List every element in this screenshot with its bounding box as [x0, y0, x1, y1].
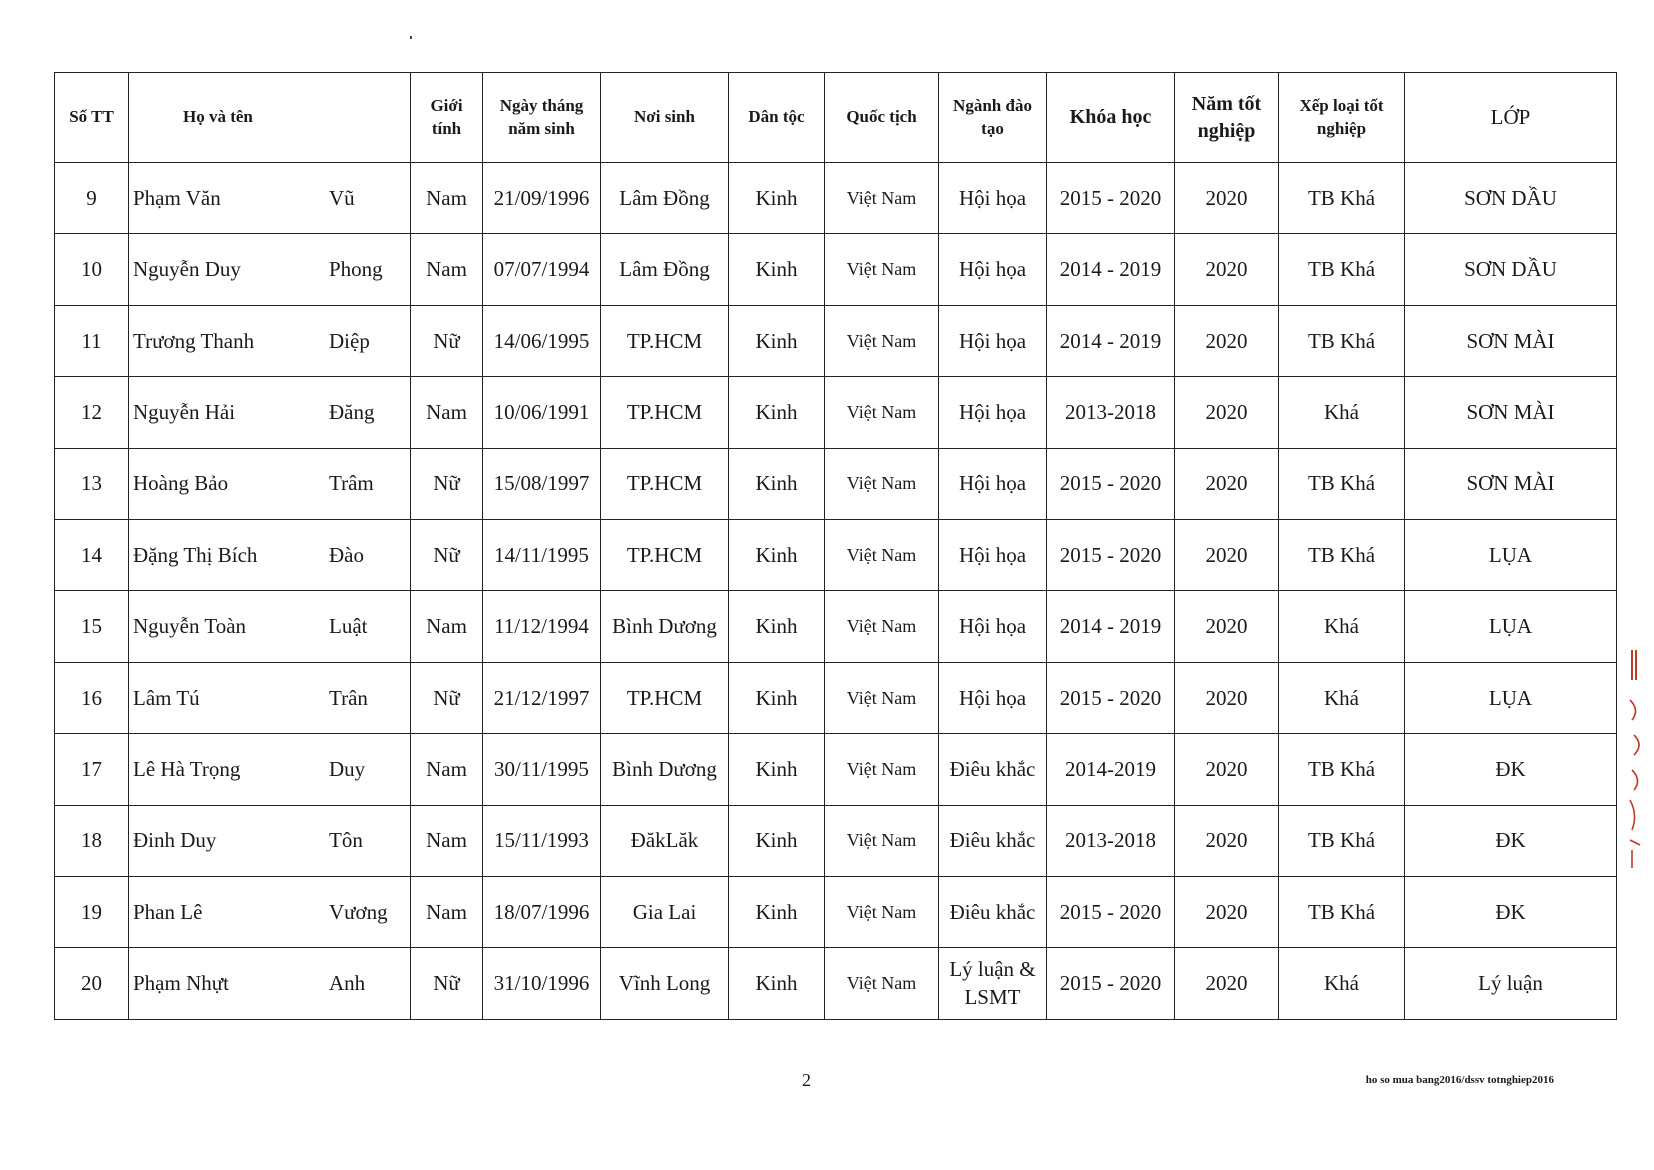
cell-course: 2014 - 2019: [1047, 305, 1175, 376]
cell-family-name: Đinh Duy: [133, 828, 217, 853]
cell-major: Hội họa: [939, 520, 1047, 591]
header-ethnicity: Dân tộc: [729, 73, 825, 163]
cell-nationality: Việt Nam: [825, 734, 939, 805]
cell-ethnicity: Kinh: [729, 163, 825, 234]
cell-ethnicity: Kinh: [729, 805, 825, 876]
cell-class: LỤA: [1405, 662, 1617, 733]
cell-given-name: Tôn: [329, 828, 363, 853]
cell-family-name: Nguyễn Duy: [133, 257, 241, 282]
cell-name: [129, 662, 411, 733]
cell-stt: 9: [55, 163, 129, 234]
table-row: [55, 520, 1617, 591]
cell-class: SƠN DẦU: [1405, 234, 1617, 305]
cell-class: SƠN DẦU: [1405, 163, 1617, 234]
cell-birthplace: ĐăkLăk: [601, 805, 729, 876]
cell-grad-year: 2020: [1175, 377, 1279, 448]
header-gender: Giới tính: [411, 73, 483, 163]
cell-class: ĐK: [1405, 734, 1617, 805]
cell-given-name: Duy: [329, 756, 366, 781]
cell-grad-year: 2020: [1175, 662, 1279, 733]
cell-stt: 12: [55, 377, 129, 448]
cell-given-name: Vương: [329, 899, 388, 924]
table-row: [55, 591, 1617, 662]
cell-given-name: Trân: [329, 685, 368, 710]
cell-gender: Nữ: [411, 662, 483, 733]
cell-dob: 31/10/1996: [483, 948, 601, 1020]
cell-birthplace: Bình Dương: [601, 591, 729, 662]
cell-birthplace: TP.HCM: [601, 662, 729, 733]
cell-ethnicity: Kinh: [729, 448, 825, 519]
cell-given-name: Phong: [329, 257, 383, 282]
cell-family-name: Nguyễn Toàn: [133, 614, 247, 639]
cell-gender: Nam: [411, 234, 483, 305]
header-birthplace: Nơi sinh: [601, 73, 729, 163]
cell-major: Điêu khắc: [939, 805, 1047, 876]
cell-birthplace: Vĩnh Long: [601, 948, 729, 1020]
cell-ethnicity: Kinh: [729, 662, 825, 733]
cell-gender: Nam: [411, 591, 483, 662]
cell-birthplace: TP.HCM: [601, 448, 729, 519]
header-class: LỚP: [1405, 73, 1617, 163]
cell-class: SƠN MÀI: [1405, 448, 1617, 519]
header-stt: Số TT: [55, 73, 129, 163]
cell-given-name: Vũ: [329, 185, 355, 210]
cell-course: 2015 - 2020: [1047, 163, 1175, 234]
cell-class: SƠN MÀI: [1405, 305, 1617, 376]
cell-gender: Nam: [411, 805, 483, 876]
cell-family-name: Nguyễn Hải: [133, 399, 236, 424]
cell-dob: 18/07/1996: [483, 877, 601, 948]
cell-stt: 15: [55, 591, 129, 662]
cell-birthplace: Lâm Đồng: [601, 163, 729, 234]
cell-ethnicity: Kinh: [729, 377, 825, 448]
cell-stt: 19: [55, 877, 129, 948]
cell-grad-year: 2020: [1175, 734, 1279, 805]
cell-dob: 15/11/1993: [483, 805, 601, 876]
cell-ethnicity: Kinh: [729, 234, 825, 305]
cell-family-name: Lê Hà Trọng: [133, 756, 241, 781]
table-row: [55, 305, 1617, 376]
cell-ethnicity: Kinh: [729, 520, 825, 591]
cell-birthplace: TP.HCM: [601, 305, 729, 376]
cell-stt: 18: [55, 805, 129, 876]
cell-grade: TB Khá: [1279, 805, 1405, 876]
table-row: [55, 662, 1617, 733]
header-row: [55, 73, 1617, 163]
cell-course: 2014 - 2019: [1047, 591, 1175, 662]
cell-course: 2015 - 2020: [1047, 877, 1175, 948]
cell-major: Điêu khắc: [939, 734, 1047, 805]
cell-grade: TB Khá: [1279, 163, 1405, 234]
cell-name: [129, 520, 411, 591]
cell-dob: 14/11/1995: [483, 520, 601, 591]
scan-speck: [410, 36, 412, 39]
cell-grade: TB Khá: [1279, 305, 1405, 376]
cell-major: Hội họa: [939, 448, 1047, 519]
cell-gender: Nữ: [411, 948, 483, 1020]
cell-stt: 14: [55, 520, 129, 591]
cell-given-name: Trâm: [329, 471, 374, 496]
cell-birthplace: Gia Lai: [601, 877, 729, 948]
cell-name: [129, 163, 411, 234]
cell-course: 2015 - 2020: [1047, 948, 1175, 1020]
cell-name: [129, 305, 411, 376]
cell-family-name: Hoàng Bảo: [133, 471, 229, 496]
cell-major: Hội họa: [939, 377, 1047, 448]
cell-grad-year: 2020: [1175, 591, 1279, 662]
student-roster-table: [54, 72, 1617, 1020]
cell-family-name: Phạm Văn: [133, 185, 221, 210]
header-course: Khóa học: [1047, 73, 1175, 163]
cell-name: [129, 948, 411, 1020]
cell-stt: 13: [55, 448, 129, 519]
cell-class: ĐK: [1405, 805, 1617, 876]
cell-name: [129, 448, 411, 519]
cell-course: 2013-2018: [1047, 377, 1175, 448]
cell-nationality: Việt Nam: [825, 163, 939, 234]
cell-name: [129, 877, 411, 948]
cell-class: Lý luận: [1405, 948, 1617, 1020]
cell-course: 2015 - 2020: [1047, 520, 1175, 591]
cell-stt: 10: [55, 234, 129, 305]
cell-stt: 11: [55, 305, 129, 376]
cell-dob: 21/09/1996: [483, 163, 601, 234]
cell-class: ĐK: [1405, 877, 1617, 948]
cell-family-name: Lâm Tú: [133, 685, 200, 710]
cell-nationality: Việt Nam: [825, 662, 939, 733]
cell-dob: 21/12/1997: [483, 662, 601, 733]
cell-given-name: Anh: [329, 971, 366, 996]
cell-given-name: Luật: [329, 614, 368, 639]
cell-major: Hội họa: [939, 662, 1047, 733]
page-number: 2: [802, 1070, 811, 1090]
cell-class: SƠN MÀI: [1405, 377, 1617, 448]
cell-nationality: Việt Nam: [825, 805, 939, 876]
table-row: [55, 163, 1617, 234]
cell-name: [129, 591, 411, 662]
cell-gender: Nam: [411, 877, 483, 948]
cell-course: 2015 - 2020: [1047, 448, 1175, 519]
cell-ethnicity: Kinh: [729, 877, 825, 948]
cell-grade: TB Khá: [1279, 877, 1405, 948]
cell-dob: 15/08/1997: [483, 448, 601, 519]
cell-given-name: Đào: [329, 542, 364, 567]
header-name: Họ và tên: [129, 73, 411, 163]
cell-nationality: Việt Nam: [825, 234, 939, 305]
cell-course: 2014-2019: [1047, 734, 1175, 805]
cell-family-name: Phạm Nhựt: [133, 971, 229, 996]
cell-nationality: Việt Nam: [825, 305, 939, 376]
cell-grad-year: 2020: [1175, 948, 1279, 1020]
cell-nationality: Việt Nam: [825, 448, 939, 519]
cell-class: LỤA: [1405, 591, 1617, 662]
cell-nationality: Việt Nam: [825, 591, 939, 662]
cell-gender: Nữ: [411, 305, 483, 376]
table-row: [55, 234, 1617, 305]
table-header: [55, 73, 1617, 163]
header-dob: Ngày tháng năm sinh: [483, 73, 601, 163]
table-row: [55, 805, 1617, 876]
cell-given-name: Đăng: [329, 399, 375, 424]
cell-name: [129, 377, 411, 448]
cell-major: Hội họa: [939, 163, 1047, 234]
cell-major: Hội họa: [939, 591, 1047, 662]
header-nationality: Quốc tịch: [825, 73, 939, 163]
cell-birthplace: TP.HCM: [601, 520, 729, 591]
cell-major: Lý luận & LSMT: [939, 948, 1047, 1020]
cell-ethnicity: Kinh: [729, 591, 825, 662]
cell-name: [129, 805, 411, 876]
table-row: [55, 377, 1617, 448]
cell-dob: 10/06/1991: [483, 377, 601, 448]
cell-grade: Khá: [1279, 591, 1405, 662]
cell-family-name: Trương Thanh: [133, 328, 255, 353]
cell-grad-year: 2020: [1175, 448, 1279, 519]
cell-dob: 07/07/1994: [483, 234, 601, 305]
cell-family-name: Phan Lê: [133, 899, 203, 924]
cell-dob: 14/06/1995: [483, 305, 601, 376]
cell-course: 2013-2018: [1047, 805, 1175, 876]
cell-grad-year: 2020: [1175, 305, 1279, 376]
cell-given-name: Diệp: [329, 328, 370, 353]
cell-class: LỤA: [1405, 520, 1617, 591]
cell-grade: TB Khá: [1279, 448, 1405, 519]
cell-grade: Khá: [1279, 948, 1405, 1020]
cell-birthplace: Bình Dương: [601, 734, 729, 805]
table-row: [55, 448, 1617, 519]
cell-grade: TB Khá: [1279, 520, 1405, 591]
cell-grade: Khá: [1279, 662, 1405, 733]
cell-stt: 17: [55, 734, 129, 805]
cell-family-name: Đặng Thị Bích: [133, 542, 258, 567]
cell-ethnicity: Kinh: [729, 948, 825, 1020]
cell-stt: 20: [55, 948, 129, 1020]
cell-birthplace: Lâm Đồng: [601, 234, 729, 305]
cell-dob: 30/11/1995: [483, 734, 601, 805]
cell-grad-year: 2020: [1175, 520, 1279, 591]
cell-birthplace: TP.HCM: [601, 377, 729, 448]
table-row: [55, 948, 1617, 1020]
cell-ethnicity: Kinh: [729, 305, 825, 376]
cell-major: Hội họa: [939, 305, 1047, 376]
cell-course: 2014 - 2019: [1047, 234, 1175, 305]
cell-nationality: Việt Nam: [825, 520, 939, 591]
cell-name: [129, 234, 411, 305]
cell-course: 2015 - 2020: [1047, 662, 1175, 733]
cell-grad-year: 2020: [1175, 234, 1279, 305]
cell-major: Hội họa: [939, 234, 1047, 305]
cell-major: Điêu khắc: [939, 877, 1047, 948]
file-reference: ho so mua bang2016/dssv totnghiep2016: [1365, 1074, 1554, 1086]
cell-gender: Nữ: [411, 448, 483, 519]
cell-grade: TB Khá: [1279, 734, 1405, 805]
cell-name: [129, 734, 411, 805]
cell-nationality: Việt Nam: [825, 877, 939, 948]
cell-ethnicity: Kinh: [729, 734, 825, 805]
table-row: [55, 877, 1617, 948]
cell-grad-year: 2020: [1175, 805, 1279, 876]
cell-grad-year: 2020: [1175, 163, 1279, 234]
header-major: Ngành đào tạo: [939, 73, 1047, 163]
cell-dob: 11/12/1994: [483, 591, 601, 662]
cell-grad-year: 2020: [1175, 877, 1279, 948]
cell-gender: Nam: [411, 734, 483, 805]
cell-grade: Khá: [1279, 377, 1405, 448]
cell-gender: Nam: [411, 377, 483, 448]
cell-grade: TB Khá: [1279, 234, 1405, 305]
table-body: [55, 163, 1617, 1020]
cell-nationality: Việt Nam: [825, 948, 939, 1020]
cell-stt: 16: [55, 662, 129, 733]
cell-gender: Nam: [411, 163, 483, 234]
cell-nationality: Việt Nam: [825, 377, 939, 448]
table-row: [55, 734, 1617, 805]
header-grade: Xếp loại tốt nghiệp: [1279, 73, 1405, 163]
header-grad-year: Năm tốt nghiệp: [1175, 73, 1279, 163]
margin-stamp-mark: [1626, 640, 1654, 870]
cell-gender: Nữ: [411, 520, 483, 591]
